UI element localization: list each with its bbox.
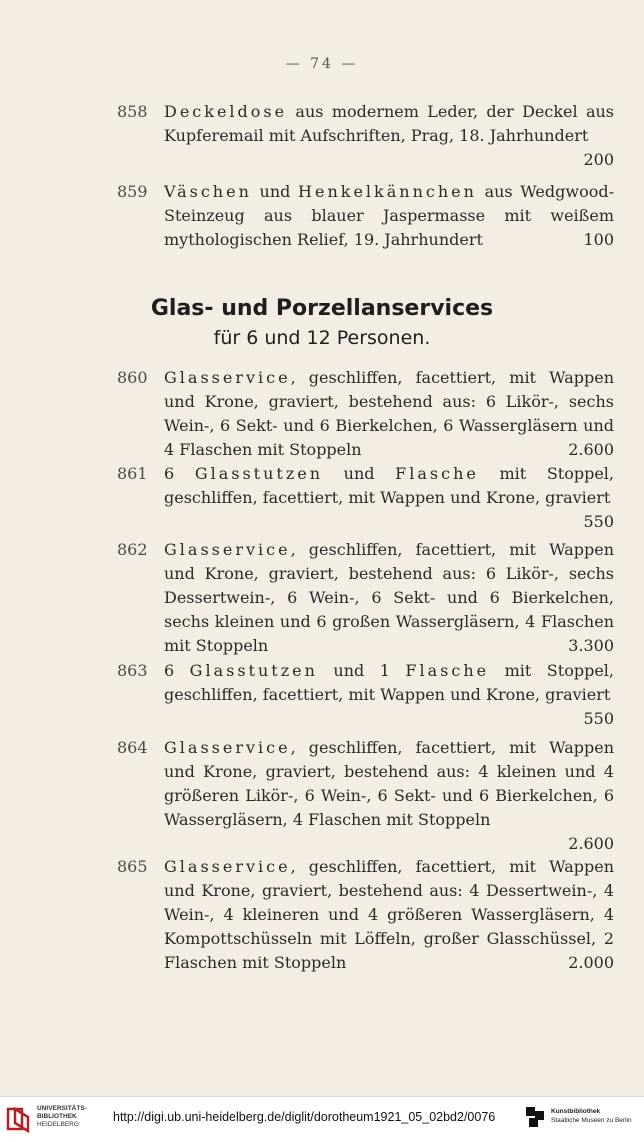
lot-price: 3.300 xyxy=(568,636,614,655)
lot-text: , geschliffen, facettiert, mit Wappen und Krone, graviert, bestehend aus: 6 Likör-, sechs Dessertwein-, 6 Wein-, 6 Sekt- und 6 Bierkelchen, sechs kleinen und 6 großen Wassergläsern, 4 Flaschen mit Stoppeln xyxy=(164,540,614,655)
lot-title: Glasservice xyxy=(164,738,291,757)
lot-description xyxy=(164,538,614,658)
lot-text-connector: und xyxy=(251,182,299,201)
lot-title-second: Flasche xyxy=(405,661,490,680)
lot-title-second: Henkelkännchen xyxy=(298,182,477,201)
museum-name xyxy=(551,1107,632,1125)
lot-title-second: Flasche xyxy=(395,464,479,483)
lot-price: 2.600 xyxy=(568,440,614,459)
library-name-line3: HEIDELBERG xyxy=(37,1121,79,1128)
lot-number: 862 xyxy=(117,540,148,559)
lot-price: 550 xyxy=(583,709,614,728)
lot-title: Glasservice xyxy=(164,540,291,559)
permalink-url[interactable]: http://digi.ub.uni-heidelberg.de/diglit/dorotheum1921_05_02bd2/0076 xyxy=(113,1110,496,1124)
lot-description xyxy=(164,659,614,731)
viewer-footer xyxy=(0,1096,644,1142)
lot-number: 864 xyxy=(117,738,148,757)
lot-text-connector: und 1 xyxy=(317,661,406,680)
lot-number: 860 xyxy=(117,368,148,387)
lot-price: 200 xyxy=(583,150,614,169)
heidelberg-library-logo-icon xyxy=(6,1105,34,1133)
lot-description xyxy=(164,180,614,252)
lot-number: 858 xyxy=(117,102,148,121)
lot-text: aus Wedgwood-Steinzeug aus blauer Jaspermasse mit weißem mythologischen Relief, 19. Jahrhundert xyxy=(164,182,614,249)
lot-price: 2.000 xyxy=(568,953,614,972)
section-title: Glas- und Porzellanservices xyxy=(150,296,494,321)
lot-description xyxy=(164,855,614,975)
lot-title: Väschen xyxy=(164,182,252,201)
library-name xyxy=(37,1105,87,1129)
lot-text: mit Stoppel, geschliffen, facettiert, mit Wappen und Krone, graviert xyxy=(164,464,615,507)
lot-title: Glasservice xyxy=(164,368,291,387)
lot-number: 861 xyxy=(117,464,148,483)
lot-number: 863 xyxy=(117,661,148,680)
library-name-line2: BIBLIOTHEK xyxy=(37,1113,77,1120)
lot-text: , geschliffen, facettiert, mit Wappen und Krone, graviert, bestehend aus: 4 Dessertwein-, 4 Wein-, 4 kleineren und 4 größeren Wassergläsern, 4 Kompottschüsseln mit Löffeln, großer Glasschüssel, 2 Flaschen mit Stoppeln xyxy=(164,857,614,972)
lot-number: 859 xyxy=(117,182,148,201)
lot-title: Glasstutzen xyxy=(194,464,324,483)
lot-price: 100 xyxy=(583,230,614,249)
lot-description xyxy=(164,100,614,172)
lot-prefix: 6 xyxy=(164,661,190,680)
museum-name-line2: Staatliche Museen zu Berlin xyxy=(551,1117,632,1124)
lot-price: 2.600 xyxy=(568,834,614,853)
lot-description xyxy=(164,366,614,462)
lot-title: Glasstutzen xyxy=(189,661,318,680)
lot-number: 865 xyxy=(117,857,148,876)
library-name-line1: UNIVERSITÄTS- xyxy=(37,1105,87,1112)
section-subtitle: für 6 und 12 Personen. xyxy=(213,327,431,349)
lot-description xyxy=(164,736,614,856)
page-number: — 74 — xyxy=(285,56,359,72)
kunstbibliothek-logo-icon xyxy=(524,1105,546,1129)
lot-text-connector: und xyxy=(323,464,396,483)
lot-text: aus modernem Leder, der Deckel aus Kupferemail mit Aufschriften, Prag, 18. Jahrhundert xyxy=(164,102,614,145)
lot-text: , geschliffen, facettiert, mit Wappen und Krone, graviert, bestehend aus: 4 kleinen und 4 größeren Likör-, 6 Wein-, 6 Sekt- und 6 Bierkelchen, 6 Wassergläsern, 4 Flaschen mit Stoppeln xyxy=(164,738,614,829)
lot-text: , geschliffen, facettiert, mit Wappen und Krone, graviert, bestehend aus: 6 Likör-, sechs Wein-, 6 Sekt- und 6 Bierkelchen, 6 Wassergläsern und 4 Flaschen mit Stoppeln xyxy=(164,368,614,459)
lot-description xyxy=(164,462,614,534)
lot-text: mit Stoppel, geschliffen, facettiert, mit Wappen und Krone, graviert xyxy=(164,661,614,704)
lot-title: Glasservice xyxy=(164,857,291,876)
museum-name-line1: Kunstbibliothek xyxy=(551,1108,601,1115)
lot-prefix: 6 xyxy=(164,464,195,483)
lot-title: Deckeldose xyxy=(164,102,288,121)
lot-price: 550 xyxy=(583,512,614,531)
